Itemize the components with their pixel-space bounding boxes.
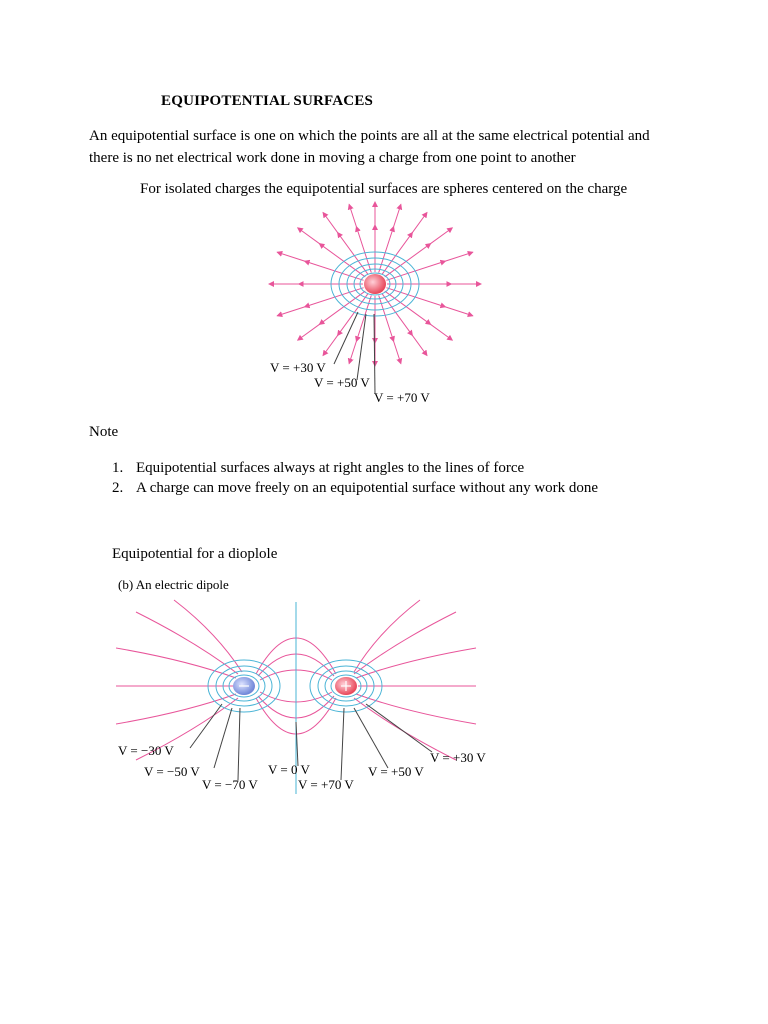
fig1-label: V = +30 V [270, 360, 326, 375]
field-line [323, 213, 368, 275]
fig2-label: V = −30 V [118, 743, 174, 758]
note-label: Note [89, 424, 119, 440]
fig2-label: V = 0 V [268, 762, 310, 777]
field-line [349, 204, 371, 272]
fig2-title: (b) An electric dipole [118, 577, 229, 592]
fig2-label: V = −50 V [144, 764, 200, 779]
fig1-label: V = +70 V [374, 390, 430, 405]
fig2-label: V = −70 V [202, 777, 258, 792]
notes-list [112, 458, 598, 498]
field-line [382, 213, 427, 275]
isolated-charge-text: For isolated charges the equipotential surfaces are spheres centered on the charge [140, 181, 628, 197]
list-item: 1. Equipotential surfaces always at right angles to the lines of force [112, 460, 525, 476]
isolated-charge-figure [262, 200, 492, 410]
field-line [382, 294, 427, 356]
field-line [379, 295, 401, 363]
intro-line-2: there is no net electrical work done in moving a charge from one point to another [89, 150, 576, 166]
fig2-label: V = +30 V [430, 750, 486, 765]
dipole-figure [116, 572, 496, 794]
dipole-caption: Equipotential for a dioplole [112, 546, 278, 562]
fig2-label: V = +70 V [298, 777, 354, 792]
field-line [379, 204, 401, 272]
intro-paragraph [89, 125, 689, 169]
fig1-label: V = +50 V [314, 375, 370, 390]
list-item: 2. A charge can move freely on an equipotential surface without any work done [112, 480, 599, 496]
page-title: EQUIPOTENTIAL SURFACES [161, 93, 374, 109]
intro-line-1: An equipotential surface is one on which the points are all at the same electrical potential and [89, 128, 650, 144]
positive-charge [364, 274, 386, 294]
fig2-label: V = +50 V [368, 764, 424, 779]
